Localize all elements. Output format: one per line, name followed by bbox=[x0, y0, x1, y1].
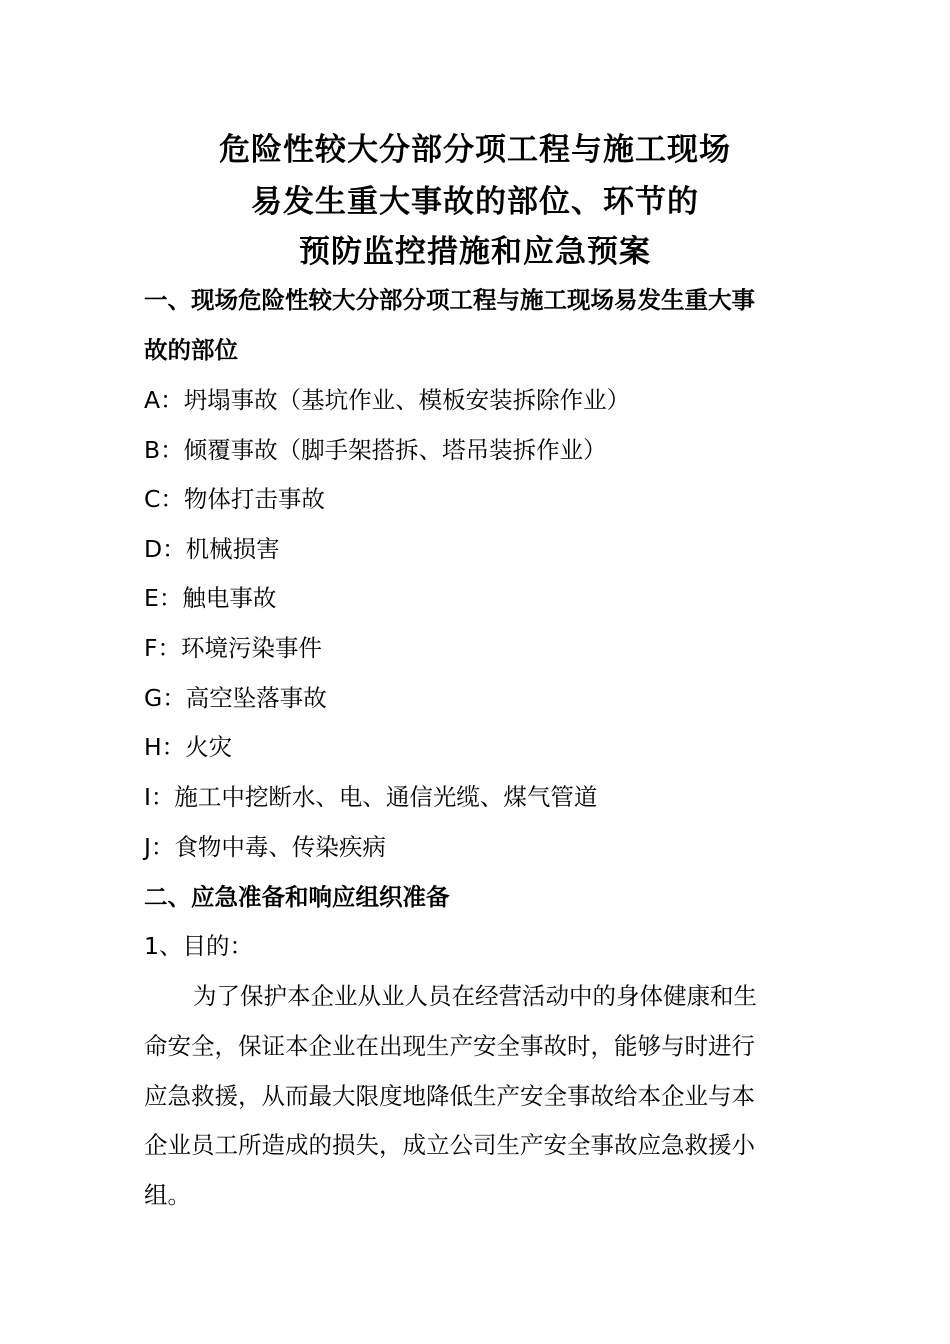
list-item-c: C：物体打击事故 bbox=[144, 485, 325, 513]
document-title-line-1: 危险性较大分部分项工程与施工现场 bbox=[219, 132, 731, 168]
list-item-d: D：机械损害 bbox=[144, 535, 280, 563]
paragraph-line-3: 应急救援，从而最大限度地降低生产安全事故给本企业与本 bbox=[144, 1082, 755, 1110]
list-item-h: H：火灾 bbox=[144, 733, 233, 761]
document-title-line-3: 预防监控措施和应急预案 bbox=[299, 234, 651, 270]
document-title-line-2: 易发生重大事故的部位、环节的 bbox=[251, 184, 699, 220]
list-item-b: B：倾覆事故（脚手架搭拆、塔吊装拆作业） bbox=[144, 436, 607, 464]
list-item-g: G：高空坠落事故 bbox=[144, 684, 327, 712]
section-1-heading-line-2: 故的部位 bbox=[144, 336, 238, 364]
list-item-j: J：食物中毒、传染疾病 bbox=[144, 833, 386, 861]
list-item-i: I：施工中挖断水、电、通信光缆、煤气管道 bbox=[144, 783, 598, 811]
list-item-a: A：坍塌事故（基坑作业、模板安装拆除作业） bbox=[144, 386, 631, 414]
paragraph-line-5: 组。 bbox=[144, 1181, 191, 1209]
section-1-heading-line-1: 一、现场危险性较大分部分项工程与施工现场易发生重大事 bbox=[144, 286, 755, 314]
list-item-f: F：环境污染事件 bbox=[144, 634, 323, 662]
paragraph-line-1: 为了保护本企业从业人员在经营活动中的身体健康和生 bbox=[193, 982, 757, 1010]
paragraph-line-4: 企业员工所造成的损失，成立公司生产安全事故应急救援小 bbox=[144, 1131, 755, 1159]
list-item-e: E：触电事故 bbox=[144, 584, 277, 612]
section-2-heading: 二、应急准备和响应组织准备 bbox=[144, 883, 450, 911]
subsection-purpose-heading: 1、目的： bbox=[144, 932, 253, 960]
paragraph-line-2: 命安全，保证本企业在出现生产安全事故时，能够与时进行 bbox=[144, 1032, 755, 1060]
